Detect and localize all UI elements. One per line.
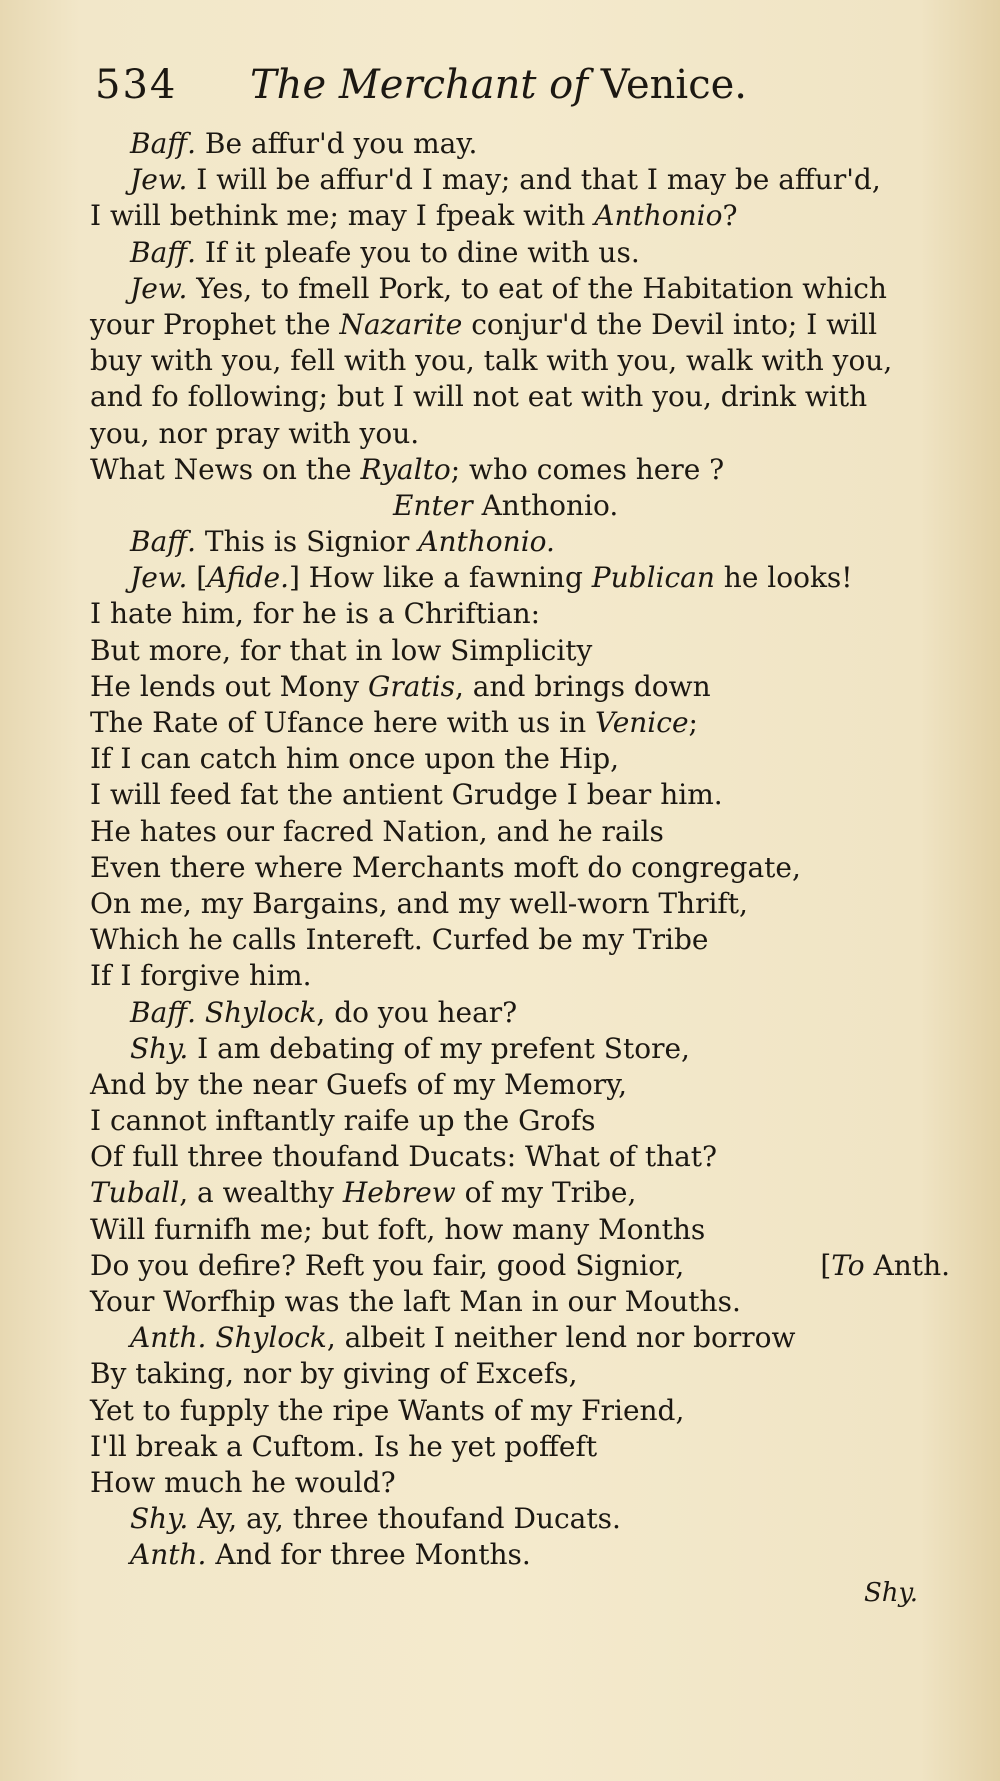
text-line (90, 596, 940, 632)
text-line (90, 343, 940, 379)
text-span: Baff. (130, 127, 197, 160)
text-span: your Prophet the (90, 307, 340, 341)
text-span: Ryalto (360, 452, 451, 486)
text-line (90, 669, 940, 705)
text-span: The Rate of Ufance here with us in (90, 706, 596, 739)
text-span: I will bethink me; may I fpeak with (90, 199, 595, 233)
text-span: ; (688, 706, 698, 739)
text-span: , do you hear? (316, 995, 518, 1029)
text-span: ] How like a fawning (288, 561, 592, 595)
text-line (90, 814, 940, 850)
text-span: ; who comes here ? (450, 452, 725, 486)
text-span: By taking, nor by giving of Excefs, (90, 1357, 578, 1391)
speech-line (90, 1537, 940, 1573)
catchword: Shy. (864, 1578, 919, 1608)
text-span: He lends out Mony (90, 669, 368, 703)
speech-line (90, 162, 940, 198)
text-span: Yet to fupply the ripe Wants of my Friend, (90, 1393, 685, 1427)
note-span: To (831, 1248, 865, 1282)
text-span: Baff. (130, 525, 197, 559)
text-span: you, nor pray with you. (90, 416, 420, 450)
text-span: Your Worfhip was the laft Man in our Mouths. (90, 1285, 741, 1318)
text-span: If it pleafe you to dine with us. (196, 235, 640, 269)
speech-line (90, 524, 940, 560)
text-span: Baff. Shylock (130, 995, 317, 1029)
text-line (90, 1103, 940, 1139)
note-span: Anth. (864, 1248, 950, 1282)
speech-line (90, 271, 940, 307)
text-span: Venice (595, 706, 689, 739)
text-span: If I forgive him. (90, 959, 312, 993)
text-span: Anth. Shylock (130, 1321, 327, 1355)
text-span: Will furnifh me; but foft, how many Months (90, 1212, 706, 1246)
text-span: If I can catch him once upon the Hip, (90, 742, 620, 776)
text-span: Of full three thoufand Ducats: What of that? (90, 1140, 718, 1174)
text-line (90, 1139, 940, 1175)
text-span: Yes, to fmell Pork, to eat of the Habitation which (187, 271, 887, 305)
text-span: And by the near Guefs of my Memory, (90, 1067, 628, 1101)
running-title-italic: The Merchant of (250, 62, 589, 108)
text-line (90, 379, 940, 415)
text-line (90, 1393, 940, 1429)
text-line (90, 1212, 940, 1248)
text-line (90, 850, 940, 886)
text-line (90, 633, 940, 669)
text-line (90, 1284, 940, 1320)
text-span: I'll break a Cuftom. Is he yet poffeft (90, 1429, 598, 1463)
note-span: [ (820, 1248, 832, 1282)
text-span: Anthonio (594, 199, 723, 233)
text-line (90, 1465, 940, 1501)
text-line (90, 922, 940, 958)
text-span: Be affur'd you may. (196, 127, 478, 160)
speech-line (90, 1501, 940, 1537)
text-span: Anthonio. (418, 525, 555, 559)
text-span: Shy. (130, 1031, 189, 1065)
text-line (90, 1356, 940, 1392)
speech-line (90, 126, 940, 162)
text-span: Nazarite (339, 307, 463, 341)
text-span: [ (187, 561, 208, 595)
text-span: of my Tribe, (455, 1176, 637, 1210)
text-line (90, 1067, 940, 1103)
running-title (250, 60, 747, 110)
text-span: Tuball (90, 1176, 180, 1210)
text-line (90, 307, 940, 343)
text-span: Publican (591, 561, 715, 595)
text-span: Jew. (130, 561, 188, 595)
text-span: conjur'd the Devil into; I will (462, 307, 878, 341)
text-line (90, 886, 940, 922)
stage-direction (90, 488, 940, 524)
text-span: buy with you, fell with you, talk with you, walk with you, (90, 344, 893, 378)
text-span: Even there where Merchants moft do congregate, (90, 850, 801, 884)
text-span: Baff. (130, 235, 197, 269)
marginal-stage-direction (820, 1248, 950, 1284)
text-span: , a wealthy (179, 1176, 343, 1210)
page-number: 534 (95, 62, 178, 108)
text-line (90, 1175, 940, 1211)
text-span: But more, for that in low Simplicity (90, 633, 593, 667)
speech-line (90, 235, 940, 271)
text-span: Do you defire? Reft you fair, good Signior, (90, 1248, 685, 1282)
text-span: I cannot inftantly raife up the Grofs (90, 1104, 596, 1138)
text-span: , albeit I neither lend nor borrow (326, 1321, 796, 1355)
text-line (90, 452, 940, 488)
text-span: Enter (393, 488, 473, 522)
text-line (90, 1248, 950, 1284)
text-span: he looks! (714, 561, 853, 595)
text-span: Ay, ay, three thoufand Ducats. (188, 1502, 621, 1536)
text-span: Shy. (130, 1502, 189, 1536)
text-span: I am debating of my prefent Store, (188, 1031, 690, 1065)
text-line (90, 416, 940, 452)
text-span: And for three Months. (206, 1538, 531, 1572)
text-span: On me, my Bargains, and my well-worn Thrift, (90, 886, 748, 920)
speech-line (90, 1320, 940, 1356)
text-span: Afide. (207, 561, 289, 595)
text-span: , and brings down (455, 669, 711, 703)
text-span: Gratis (367, 669, 455, 703)
speech-line (90, 995, 940, 1031)
text-line (90, 1429, 940, 1465)
text-line (90, 958, 940, 994)
text-span: Hebrew (342, 1176, 456, 1210)
text-span: Anthonio. (472, 488, 619, 522)
text-line (90, 777, 940, 813)
text-span: What News on the (90, 452, 361, 486)
text-line (90, 705, 940, 741)
text-span: ? (722, 199, 738, 233)
text-span: He hates our facred Nation, and he rails (90, 814, 664, 848)
text-line (90, 198, 940, 234)
text-span: Anth. (130, 1538, 207, 1572)
play-text (90, 126, 950, 1574)
text-span: This is Signior (196, 525, 419, 559)
text-span: Jew. (130, 271, 188, 305)
text-span: Jew. (130, 163, 188, 197)
running-header (95, 60, 745, 110)
text-line (90, 741, 940, 777)
speech-line (90, 1031, 940, 1067)
running-title-roman: Venice. (600, 62, 747, 108)
text-span: How much he would? (90, 1465, 396, 1499)
text-span: I hate him, for he is a Chriftian: (90, 597, 541, 631)
text-span: Which he calls Intereft. Curfed be my Tribe (90, 923, 709, 957)
text-span: and fo following; but I will not eat with you, drink with (90, 380, 868, 414)
text-span: I will feed fat the antient Grudge I bear him. (90, 778, 723, 812)
speech-line (90, 560, 940, 596)
text-span: I will be affur'd I may; and that I may be affur'd, (187, 163, 881, 197)
